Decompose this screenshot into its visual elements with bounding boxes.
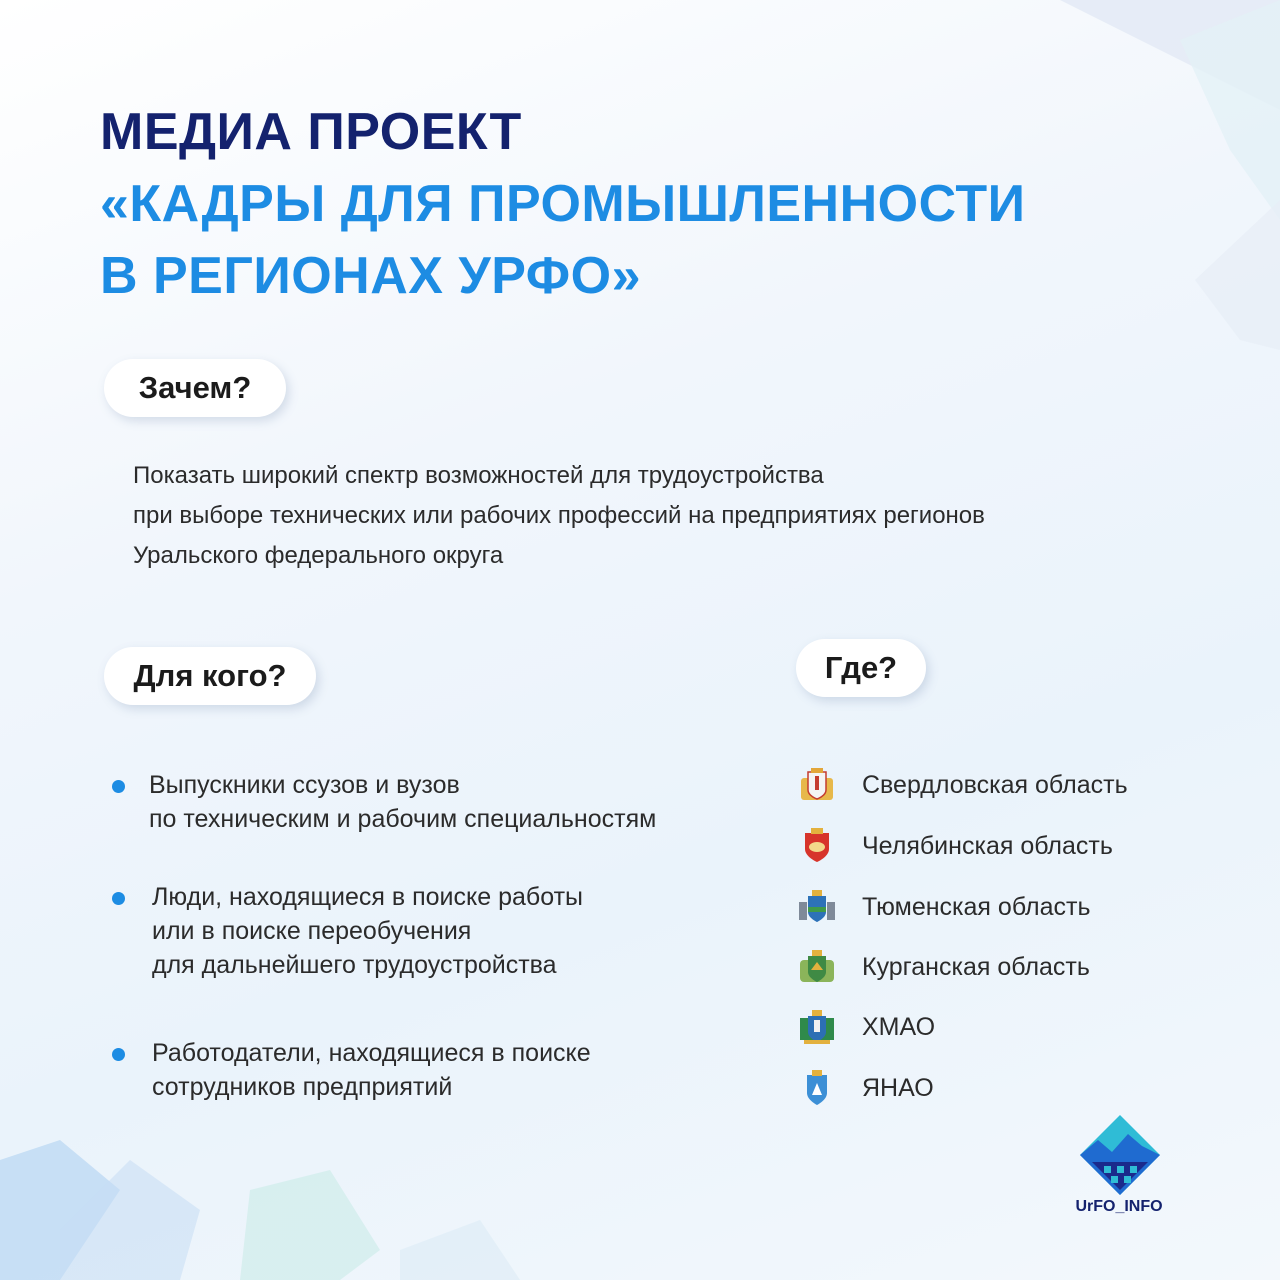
page-title: [100, 96, 1026, 312]
sverdlovsk-crest-icon: [798, 766, 836, 804]
audience-item-text: [149, 768, 656, 836]
audience-item-line: Люди, находящиеся в поиске работы: [152, 883, 583, 911]
audience-item-line: для дальнейшего трудоустройства: [152, 951, 557, 979]
why-description-line: Уральского федерального округа: [133, 542, 504, 569]
why-description-line: Показать широкий спектр возможностей для трудоустройства: [133, 462, 824, 489]
brand-label: UrFO_INFO: [1075, 1198, 1163, 1215]
region-name: Челябинская область: [862, 832, 1113, 860]
audience-item-line: Выпускники ссузов и вузов: [149, 771, 460, 799]
region-name: ХМАО: [862, 1013, 936, 1041]
region-name: Тюменская область: [862, 893, 1091, 921]
audience-item-line: сотрудников предприятий: [152, 1073, 453, 1101]
why-section-label: Зачем?: [104, 359, 286, 417]
title-line-2: «КАДРЫ ДЛЯ ПРОМЫШЛЕННОСТИ: [100, 175, 1026, 233]
title-line-3: В РЕГИОНАХ УРФО»: [100, 247, 641, 305]
bullet-icon: [112, 1048, 125, 1061]
where-section-label: Где?: [796, 639, 926, 697]
bullet-icon: [112, 780, 125, 793]
audience-item-line: по техническим и рабочим специальностям: [149, 805, 657, 833]
khmao-crest-icon: [798, 1008, 836, 1046]
title-line-1: МЕДИА ПРОЕКТ: [100, 103, 522, 161]
why-description: [133, 456, 985, 576]
kurgan-crest-icon: [798, 948, 836, 986]
bullet-icon: [112, 892, 125, 905]
yanao-crest-icon: [798, 1069, 836, 1107]
tyumen-crest-icon: [798, 888, 836, 926]
chelyabinsk-crest-icon: [798, 827, 836, 865]
why-description-line: при выборе технических или рабочих профессий на предприятиях регионов: [133, 502, 985, 529]
region-name: ЯНАО: [862, 1074, 934, 1102]
region-name: Свердловская область: [862, 771, 1128, 799]
for-whom-section-label: Для кого?: [104, 647, 316, 705]
audience-item-text: [152, 880, 583, 982]
region-name: Курганская область: [862, 953, 1090, 981]
audience-item-line: или в поиске переобучения: [152, 917, 472, 945]
audience-item-line: Работодатели, находящиеся в поиске: [152, 1039, 591, 1067]
audience-item-text: [152, 1036, 591, 1104]
